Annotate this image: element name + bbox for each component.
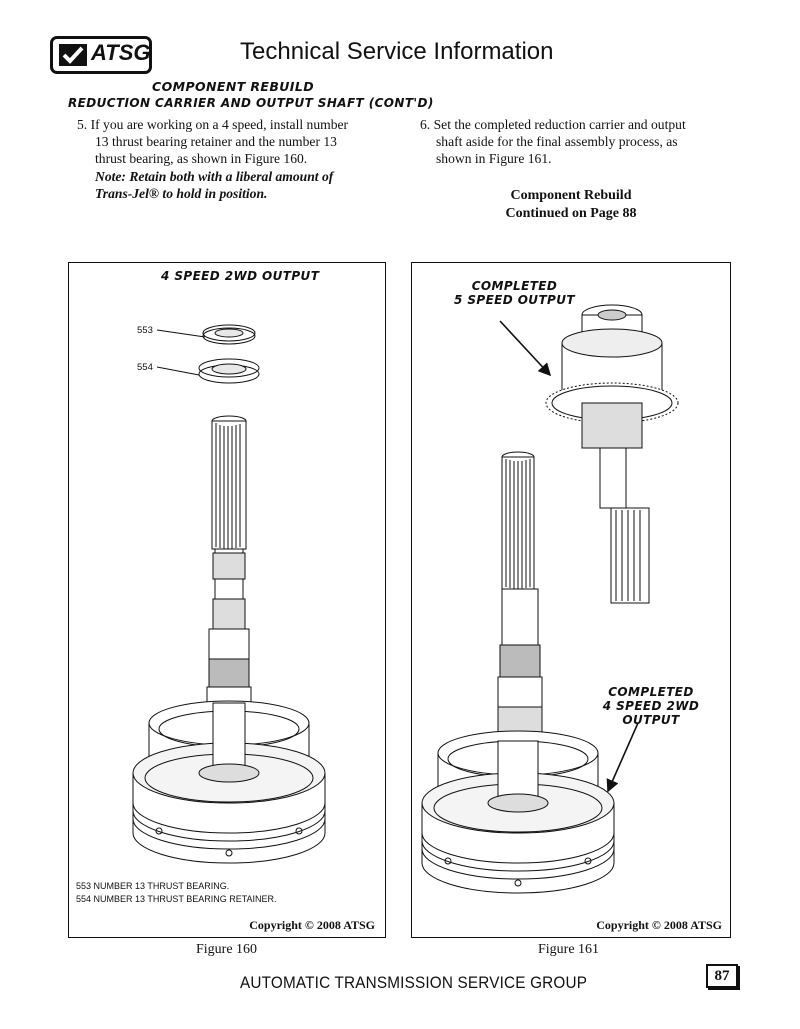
output-shaft-illustration <box>69 263 387 939</box>
completed-assemblies-illustration <box>412 263 732 939</box>
section-subtitle: REDUCTION CARRIER AND OUTPUT SHAFT (CONT'D) <box>68 96 434 110</box>
atsg-logo <box>50 36 152 74</box>
page-title: Technical Service Information <box>240 38 554 65</box>
copyright: Copyright © 2008 ATSG <box>249 918 375 932</box>
step-5-note: Note: Retain both with a liberal amount of Trans-Jel® to hold in position. <box>95 168 334 201</box>
step-5 <box>77 116 377 202</box>
copyright: Copyright © 2008 ATSG <box>596 918 722 932</box>
legend-item-554: 554 NUMBER 13 THRUST BEARING RETAINER. <box>76 894 277 904</box>
label-completed-4-speed-2wd: COMPLETED 4 SPEED 2WD OUTPUT <box>602 685 700 727</box>
logo-text: ATSG <box>91 40 151 65</box>
label-completed-5-speed: COMPLETED 5 SPEED OUTPUT <box>454 279 575 307</box>
footer-text: AUTOMATIC TRANSMISSION SERVICE GROUP <box>240 973 588 992</box>
callout-554: 554 <box>137 362 153 373</box>
section-title: COMPONENT REBUILD <box>152 79 315 94</box>
step-6 <box>420 116 720 168</box>
legend-item-553: 553 NUMBER 13 THRUST BEARING. <box>76 881 230 891</box>
page-number: 87 <box>706 964 738 988</box>
figure-160-caption: Figure 160 <box>196 942 258 957</box>
figure-161-caption: Figure 161 <box>538 942 600 957</box>
step-5-line: 5. If you are working on a 4 speed, install number 13 thrust bearing retainer and the number 13 thrust bearing, as shown in Figure 160. <box>77 117 349 167</box>
step-6-line: 6. Set the completed reduction carrier and output shaft aside for the final assembly process, as shown in Figure 161. <box>420 117 686 167</box>
figure-161 <box>411 262 731 938</box>
figure-160 <box>68 262 386 938</box>
callout-553: 553 <box>137 325 153 336</box>
figure-160-title: 4 SPEED 2WD OUTPUT <box>161 269 320 283</box>
checkmark-icon <box>58 43 88 67</box>
continued-note <box>460 187 682 223</box>
continued-line-1: Component Rebuild <box>510 188 632 203</box>
continued-line-2: Continued on Page 88 <box>505 206 637 221</box>
